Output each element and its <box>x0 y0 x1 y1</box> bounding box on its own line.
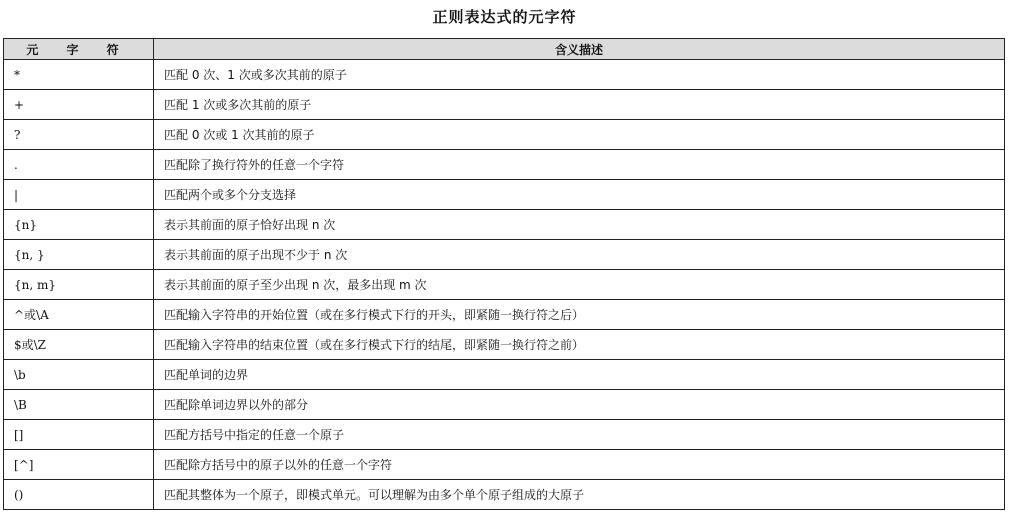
description-cell: 匹配单词的边界 <box>154 360 1005 390</box>
table-row <box>4 480 1005 510</box>
metacharacter-cell: ^或\A <box>4 300 154 330</box>
description-cell: 表示其前面的原子出现不少于 n 次 <box>154 240 1005 270</box>
metacharacter-cell: {n} <box>4 210 154 240</box>
metacharacter-cell: \b <box>4 360 154 390</box>
table-row <box>4 60 1005 90</box>
table-row <box>4 270 1005 300</box>
table-row <box>4 120 1005 150</box>
description-cell: 匹配两个或多个分支选择 <box>154 180 1005 210</box>
metacharacter-cell: \B <box>4 390 154 420</box>
metacharacter-cell: [] <box>4 420 154 450</box>
metacharacter-cell: * <box>4 60 154 90</box>
description-cell: 匹配 1 次或多次其前的原子 <box>154 90 1005 120</box>
table-title: 正则表达式的元字符 <box>432 8 577 26</box>
table-row <box>4 90 1005 120</box>
metacharacter-cell: | <box>4 180 154 210</box>
description-cell: 匹配除方括号中的原子以外的任意一个字符 <box>154 450 1005 480</box>
metacharacter-cell: + <box>4 90 154 120</box>
description-cell: 匹配 0 次、1 次或多次其前的原子 <box>154 60 1005 90</box>
metacharacter-cell: $或\Z <box>4 330 154 360</box>
description-cell: 匹配 0 次或 1 次其前的原子 <box>154 120 1005 150</box>
description-cell: 匹配输入字符串的结束位置（或在多行模式下行的结尾，即紧随一换行符之前） <box>154 330 1005 360</box>
description-cell: 表示其前面的原子恰好出现 n 次 <box>154 210 1005 240</box>
metacharacter-cell: {n, m} <box>4 270 154 300</box>
table-row <box>4 240 1005 270</box>
description-cell: 匹配输入字符串的开始位置（或在多行模式下行的开头，即紧随一换行符之后） <box>154 300 1005 330</box>
table-row <box>4 360 1005 390</box>
metacharacter-cell: [^] <box>4 450 154 480</box>
column-header-description: 含义描述 <box>154 39 1005 60</box>
description-cell: 表示其前面的原子至少出现 n 次，最多出现 m 次 <box>154 270 1005 300</box>
metacharacter-cell: ? <box>4 120 154 150</box>
metacharacter-table <box>3 38 1005 510</box>
description-cell: 匹配其整体为一个原子，即模式单元。可以理解为由多个单个原子组成的大原子 <box>154 480 1005 510</box>
table-row <box>4 300 1005 330</box>
description-cell: 匹配除了换行符外的任意一个字符 <box>154 150 1005 180</box>
table-row <box>4 330 1005 360</box>
metacharacter-cell: () <box>4 480 154 510</box>
metacharacter-cell: . <box>4 150 154 180</box>
table-row <box>4 450 1005 480</box>
column-header-metacharacter: 元 字 符 <box>4 39 154 60</box>
table-row <box>4 420 1005 450</box>
description-cell: 匹配除单词边界以外的部分 <box>154 390 1005 420</box>
table-row <box>4 210 1005 240</box>
table-row <box>4 180 1005 210</box>
table-row <box>4 150 1005 180</box>
table-header-row <box>4 39 1005 60</box>
metacharacter-cell: {n, } <box>4 240 154 270</box>
description-cell: 匹配方括号中指定的任意一个原子 <box>154 420 1005 450</box>
table-row <box>4 390 1005 420</box>
